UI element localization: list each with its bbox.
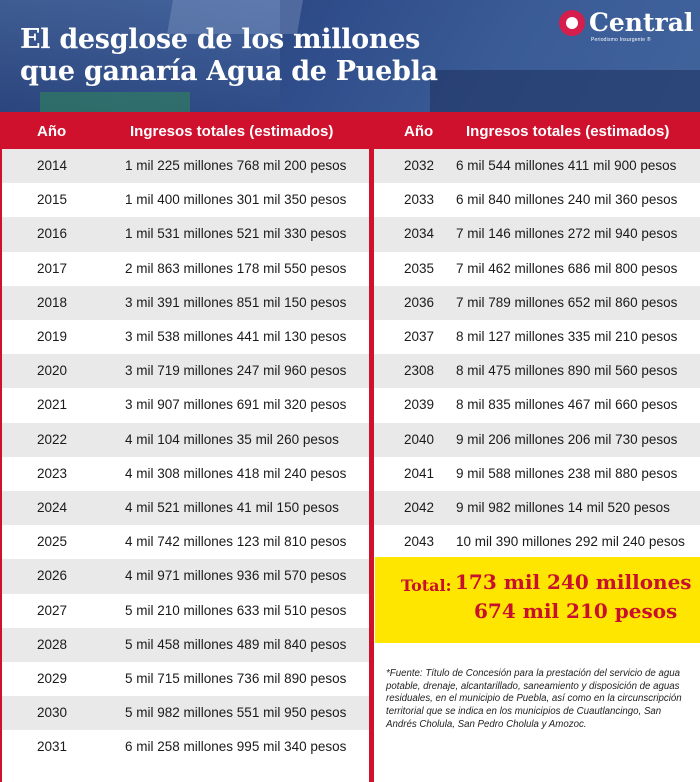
table-row [0, 559, 369, 593]
column-divider [369, 112, 374, 782]
row-income: 7 mil 789 millones 652 mil 860 pesos [456, 294, 678, 310]
row-year: 2043 [404, 534, 435, 550]
row-year: 2025 [37, 534, 68, 550]
row-income: 9 mil 206 millones 206 mil 730 pesos [456, 431, 678, 447]
row-income: 3 mil 391 millones 851 mil 150 pesos [125, 294, 347, 310]
table-row [0, 388, 369, 422]
row-year: 2032 [404, 158, 435, 173]
row-income: 1 mil 225 millones 768 mil 200 pesos [125, 158, 347, 173]
total-value-line-1: 173 mil 240 millones [455, 570, 692, 594]
col-header-year: Año [404, 123, 434, 140]
row-year: 2027 [37, 602, 68, 618]
row-income: 1 mil 531 millones 521 mil 330 pesos [125, 226, 347, 242]
row-income: 4 mil 971 millones 936 mil 570 pesos [125, 568, 347, 584]
col-header-income: Ingresos totales (estimados) [466, 123, 670, 140]
row-year: 2031 [37, 739, 68, 755]
row-year: 2014 [37, 158, 68, 173]
row-year: 2015 [37, 192, 68, 208]
table-header-right [374, 112, 700, 149]
title-line-2: que ganaría Agua de Puebla [20, 56, 438, 87]
row-year: 2030 [37, 705, 68, 721]
table-row [374, 320, 700, 354]
left-edge-rule [0, 149, 2, 782]
row-income: 2 mil 863 millones 178 mil 550 pesos [125, 260, 347, 276]
table-row [0, 252, 369, 286]
row-income: 7 mil 146 millones 272 mil 940 pesos [456, 226, 678, 242]
table-row [374, 388, 700, 422]
row-income: 10 mil 390 millones 292 mil 240 pesos [456, 534, 685, 550]
table-row [374, 525, 700, 559]
total-label: Total: [401, 576, 452, 595]
table-row [0, 730, 369, 764]
table-row [374, 149, 700, 183]
table-header-left [0, 112, 369, 149]
row-year: 2308 [404, 363, 435, 379]
row-year: 2039 [404, 397, 435, 413]
row-income: 7 mil 462 millones 686 mil 800 pesos [456, 260, 678, 276]
row-year: 2028 [37, 636, 68, 652]
row-year: 2026 [37, 568, 68, 584]
col-header-income: Ingresos totales (estimados) [130, 123, 334, 140]
table-row [374, 457, 700, 491]
row-income: 6 mil 258 millones 995 mil 340 pesos [125, 739, 347, 755]
table-row [0, 423, 369, 457]
total-value-line-2: 674 mil 210 pesos [474, 599, 678, 623]
table-row [374, 217, 700, 251]
row-year: 2023 [37, 465, 68, 481]
table-row [0, 696, 369, 730]
row-income: 3 mil 907 millones 691 mil 320 pesos [125, 397, 347, 413]
central-logo-icon [559, 10, 585, 36]
logo-name: Central [589, 8, 694, 37]
row-year: 2022 [37, 431, 68, 447]
table-row [0, 525, 369, 559]
table-row [0, 662, 369, 696]
row-income: 4 mil 308 millones 418 mil 240 pesos [125, 465, 347, 481]
row-income: 6 mil 544 millones 411 mil 900 pesos [456, 158, 677, 173]
row-year: 2016 [37, 226, 68, 242]
table-row [374, 286, 700, 320]
table-row [0, 320, 369, 354]
row-income: 4 mil 104 millones 35 mil 260 pesos [125, 431, 339, 447]
row-income: 5 mil 458 millones 489 mil 840 pesos [125, 636, 347, 652]
row-income: 8 mil 835 millones 467 mil 660 pesos [456, 397, 678, 413]
source-note: *Fuente: Título de Concesión para la prestación del servicio de agua potable, drenaje, alcantarillado, saneamiento y disposición de aguas residuales, en el municipio de Puebla, así como en la circunscripción territorial que se indica en los municipios de Cuautlancingo, San Andrés Cholula, San Pedro Cholula y Amozoc. [386, 668, 682, 730]
row-income: 6 mil 840 millones 240 mil 360 pesos [456, 192, 678, 208]
row-year: 2035 [404, 260, 435, 276]
table-row [374, 491, 700, 525]
col-header-year: Año [37, 123, 67, 140]
row-year: 2020 [37, 363, 68, 379]
row-year: 2018 [37, 294, 68, 310]
table-row [0, 628, 369, 662]
logo-tagline: Periodismo Insurgente ® [591, 37, 651, 43]
table-row [374, 423, 700, 457]
header-photo-right [430, 70, 700, 112]
table-row [0, 594, 369, 628]
row-income: 3 mil 538 millones 441 mil 130 pesos [125, 329, 347, 344]
table-row [0, 183, 369, 217]
header-banner [0, 0, 700, 112]
row-year: 2024 [37, 500, 68, 515]
row-income: 4 mil 742 millones 123 mil 810 pesos [125, 534, 347, 550]
row-year: 2033 [404, 192, 435, 208]
table-row [0, 286, 369, 320]
row-year: 2041 [404, 465, 435, 481]
page-title [20, 24, 460, 88]
row-income: 8 mil 127 millones 335 mil 210 pesos [456, 329, 678, 344]
table-row [0, 457, 369, 491]
row-income: 9 mil 982 millones 14 mil 520 pesos [456, 500, 670, 515]
row-year: 2040 [404, 431, 435, 447]
central-logo[interactable] [559, 8, 694, 44]
table-row [374, 252, 700, 286]
header-photo-stamp [40, 92, 190, 112]
table-row [0, 149, 369, 183]
row-income: 4 mil 521 millones 41 mil 150 pesos [125, 500, 339, 515]
row-income: 5 mil 715 millones 736 mil 890 pesos [125, 671, 347, 686]
row-income: 5 mil 210 millones 633 mil 510 pesos [125, 602, 347, 618]
row-year: 2017 [37, 260, 68, 276]
row-year: 2029 [37, 671, 68, 686]
table-row [0, 354, 369, 388]
row-year: 2034 [404, 226, 435, 242]
row-income: 5 mil 982 millones 551 mil 950 pesos [125, 705, 347, 721]
row-income: 9 mil 588 millones 238 mil 880 pesos [456, 465, 678, 481]
table-row [374, 354, 700, 388]
row-year: 2021 [37, 397, 68, 413]
row-year: 2036 [404, 294, 435, 310]
total-box [375, 557, 700, 643]
row-year: 2037 [404, 329, 435, 344]
table-row [374, 183, 700, 217]
table-row [0, 217, 369, 251]
title-line-1: El desglose de los millones [20, 24, 420, 55]
row-year: 2042 [404, 500, 435, 515]
table-row [0, 491, 369, 525]
row-income: 1 mil 400 millones 301 mil 350 pesos [125, 192, 347, 208]
row-income: 8 mil 475 millones 890 mil 560 pesos [456, 363, 678, 379]
row-income: 3 mil 719 millones 247 mil 960 pesos [125, 363, 347, 379]
row-year: 2019 [37, 329, 68, 344]
